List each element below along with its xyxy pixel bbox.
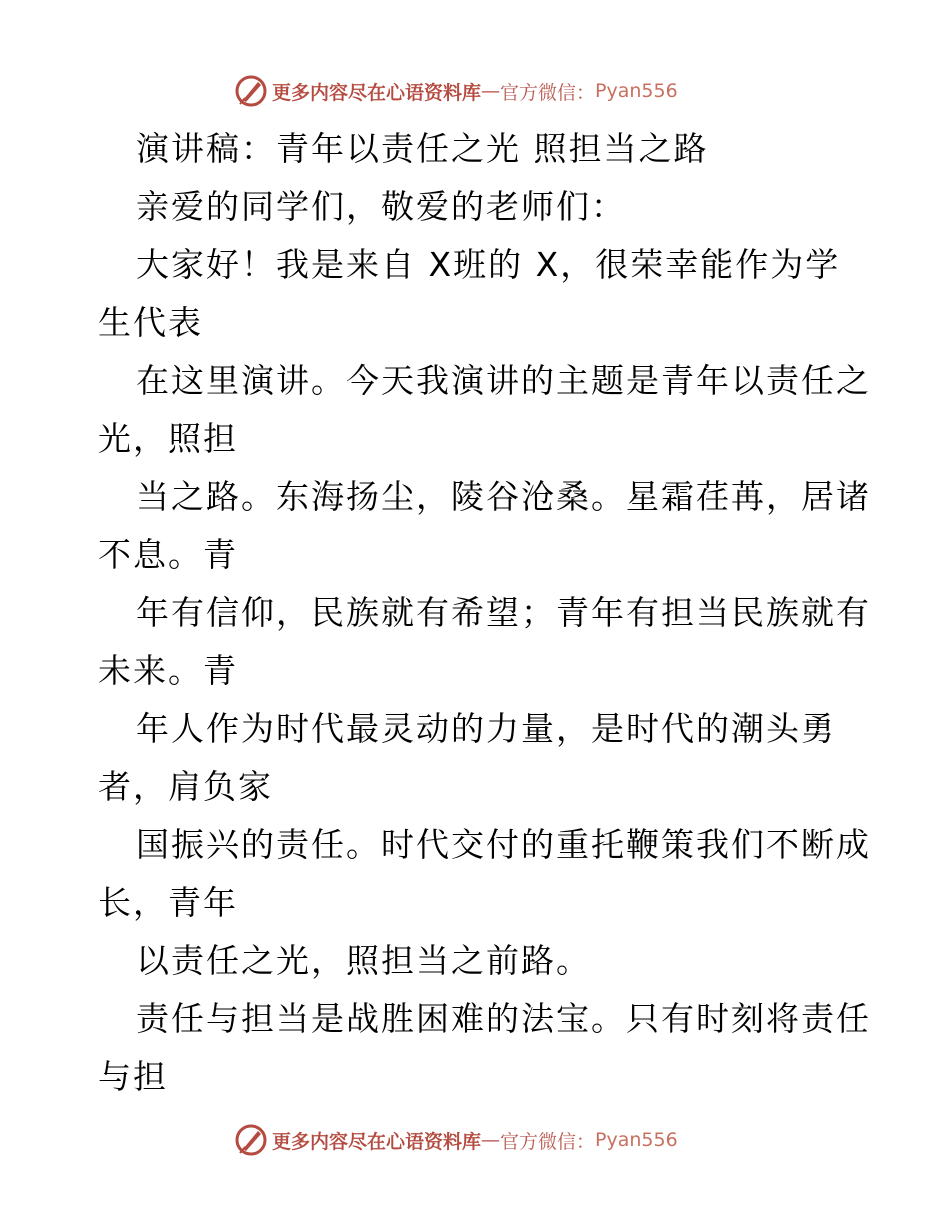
banner-separator: — — [481, 80, 501, 102]
speech-line: 者，肩负家 — [98, 767, 273, 806]
speech-line: 当之路。东海扬尘，陵谷沧桑。星霜荏苒，居诸 — [136, 477, 871, 516]
quill-logo-icon — [234, 74, 268, 108]
speech-line: 年人作为时代最灵动的力量，是时代的潮头勇 — [136, 709, 836, 748]
speech-line: 光，照担 — [98, 419, 238, 458]
speech-line: 不息。青 — [98, 535, 238, 574]
speech-line: 长，青年 — [98, 883, 238, 922]
speech-line: 未来。青 — [98, 651, 238, 690]
speech-line: 生代表 — [98, 303, 203, 342]
speech-line: 年有信仰，民族就有希望；青年有担当民族就有 — [136, 593, 871, 632]
speech-line: 国振兴的责任。时代交付的重托鞭策我们不断成 — [136, 825, 871, 864]
banner-main-text: 更多内容尽在心语资料库 — [272, 1130, 482, 1153]
speech-body — [98, 120, 871, 1106]
speech-line: 亲爱的同学们，敬爱的老师们： — [136, 187, 626, 226]
banner-wechat-id: Pyan556 — [595, 80, 678, 102]
banner-main-text: 更多内容尽在心语资料库 — [272, 81, 482, 104]
speech-line: 在这里演讲。今天我演讲的主题是青年以责任之 — [136, 361, 871, 400]
footer-banner — [234, 1122, 678, 1158]
speech-line: 与担 — [98, 1057, 168, 1096]
speech-line: 责任与担当是战胜困难的法宝。只有时刻将责任 — [136, 999, 871, 1038]
speech-line: 大家好！我是来自 X班的 X，很荣幸能作为学 — [136, 245, 841, 284]
banner-wechat-id: Pyan556 — [595, 1129, 678, 1151]
quill-logo-icon — [234, 1123, 268, 1157]
speech-title: 演讲稿：青年以责任之光 照担当之路 — [136, 129, 709, 168]
speech-line: 以责任之光，照担当之前路。 — [136, 941, 591, 980]
header-banner — [234, 73, 678, 109]
banner-wechat-label: 官方微信： — [500, 1130, 596, 1153]
banner-wechat-label: 官方微信： — [500, 81, 596, 104]
speech-lines — [98, 178, 871, 1106]
banner-separator: — — [481, 1129, 501, 1151]
